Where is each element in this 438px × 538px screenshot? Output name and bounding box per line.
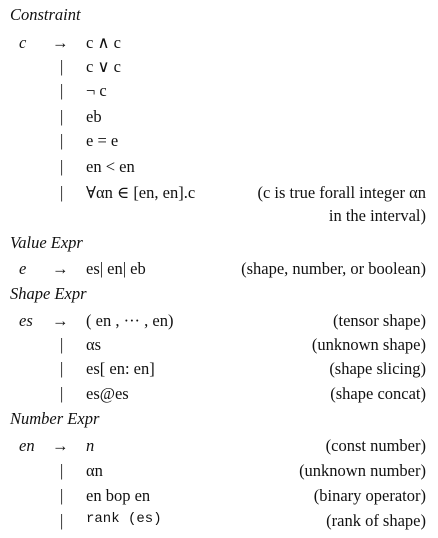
rhs-eq: e = e	[86, 131, 119, 150]
section-title-shape: Shape Expr	[10, 284, 87, 303]
alternative-bar: |	[60, 57, 64, 76]
comment-const: (const number)	[325, 436, 426, 455]
comment-slice: (shape slicing)	[329, 359, 426, 378]
comment-unknown-shape: (unknown shape)	[311, 335, 426, 354]
production-arrow: →	[52, 436, 69, 455]
rhs-concat: es@es	[86, 384, 129, 403]
section-title-number: Number Expr	[10, 409, 100, 428]
alternative-bar: |	[60, 81, 64, 100]
rhs-bool: eb	[86, 107, 102, 126]
production-arrow: →	[52, 259, 69, 278]
alternative-bar: |	[60, 511, 64, 530]
rule-number-unknown	[0, 461, 438, 485]
nonterminal-e: e	[19, 259, 27, 278]
alternative-bar: |	[60, 131, 64, 150]
comment-unknown-number: (unknown number)	[299, 461, 426, 480]
section-title-constraint: Constraint	[10, 5, 81, 24]
nonterminal-es: es	[19, 311, 33, 330]
rule-shape-tensor	[0, 311, 438, 335]
alternative-bar: |	[60, 335, 64, 354]
rule-shape-slice	[0, 359, 438, 383]
production-arrow: →	[52, 311, 69, 330]
rule-constraint-and	[0, 33, 438, 57]
comment-value: (shape, number, or boolean)	[241, 259, 426, 278]
rule-number-rank	[0, 511, 438, 535]
rule-constraint-forall	[0, 183, 438, 207]
rhs-not: ¬ c	[86, 81, 107, 100]
rhs-unknown-number: αn	[86, 461, 103, 480]
comment-rank: (rank of shape)	[326, 511, 426, 530]
rhs-value: es| en| eb	[86, 259, 146, 278]
alternative-bar: |	[60, 107, 64, 126]
rhs-tensor: ( en , ··· , en)	[86, 311, 174, 330]
rule-value	[0, 259, 438, 283]
rule-shape-unknown	[0, 335, 438, 359]
rhs-slice: es[ en: en]	[86, 359, 155, 378]
rhs-and: c ∧ c	[86, 33, 121, 52]
comment-forall-line2: in the interval)	[328, 206, 426, 225]
comment-binop: (binary operator)	[313, 486, 426, 505]
rule-number-const	[0, 436, 438, 460]
rhs-unknown-shape: αs	[86, 335, 102, 354]
rhs-or: c ∨ c	[86, 57, 121, 76]
rhs-binop: en bop en	[86, 486, 151, 505]
alternative-bar: |	[60, 384, 64, 403]
rule-constraint-bool	[0, 107, 438, 131]
alternative-bar: |	[60, 359, 64, 378]
rule-constraint-forall-cont	[0, 206, 438, 230]
production-arrow: →	[52, 33, 69, 52]
comment-concat: (shape concat)	[330, 384, 426, 403]
nonterminal-c: c	[19, 33, 27, 52]
comment-tensor: (tensor shape)	[332, 311, 426, 330]
nonterminal-en: en	[19, 436, 35, 455]
rule-constraint-not	[0, 81, 438, 105]
section-title-value: Value Expr	[10, 233, 83, 252]
alternative-bar: |	[60, 461, 64, 480]
rhs-const: n	[86, 436, 95, 455]
rhs-rank: rank (es)	[86, 511, 162, 527]
alternative-bar: |	[60, 486, 64, 505]
rule-constraint-lt	[0, 157, 438, 181]
rule-shape-concat	[0, 384, 438, 408]
rhs-lt: en < en	[86, 157, 135, 176]
comment-forall-line1: (c is true forall integer αn	[257, 183, 426, 202]
rule-constraint-eq	[0, 131, 438, 155]
rule-number-binop	[0, 486, 438, 510]
rule-constraint-or	[0, 57, 438, 81]
alternative-bar: |	[60, 183, 64, 202]
rhs-forall: ∀αn ∈ [en, en].c	[86, 183, 196, 202]
alternative-bar: |	[60, 157, 64, 176]
